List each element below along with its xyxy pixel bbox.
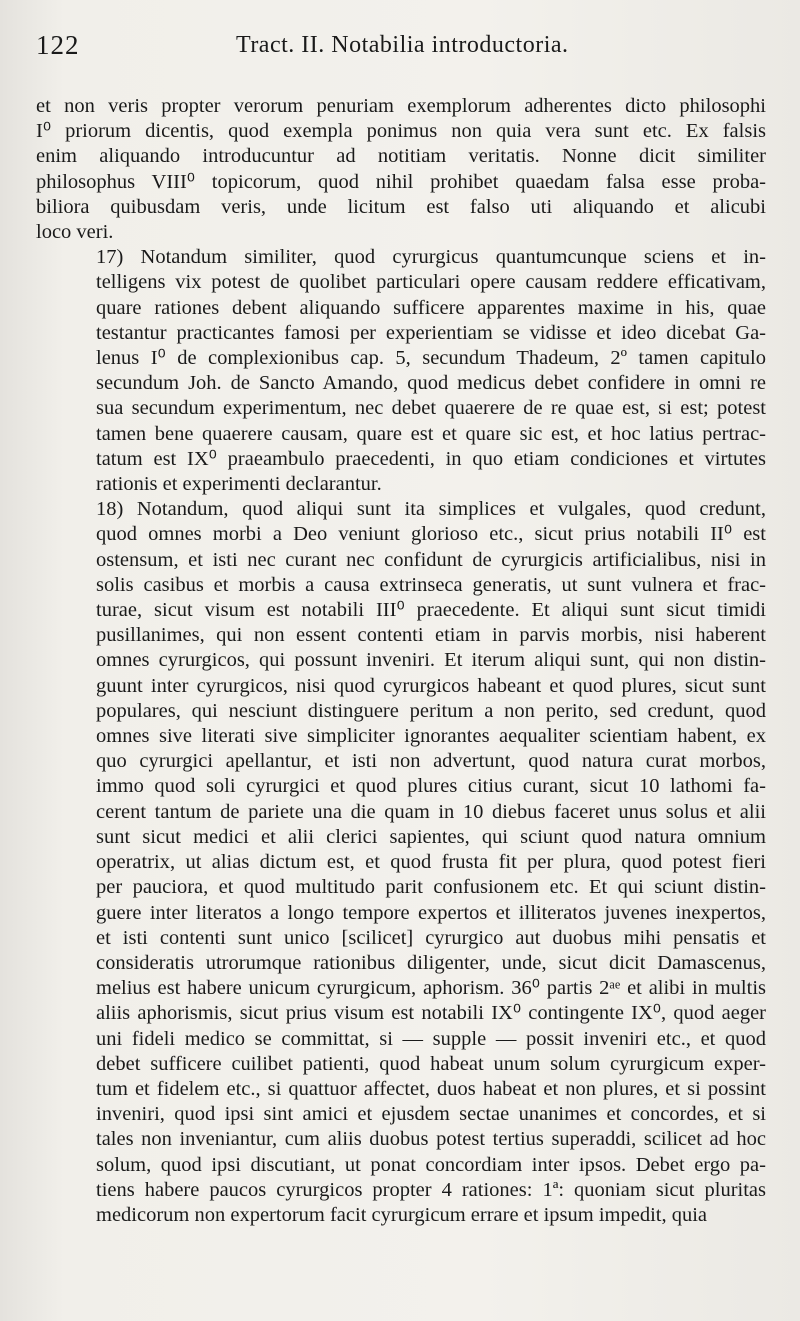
text-line: enim aliquando introducuntur ad notitiam veritatis. Nonne dicit similiter [36,145,766,168]
text-line: tum et fidelem etc., si quattuor affectet, duos habeat et non plures, et si possint [96,1077,766,1100]
text-line: quo cyrurgici apellantur, et isti non advertunt, quod natura curat morbos, [96,750,766,773]
text-line: et non veris propter verorum penuriam exemplorum adherentes dicto philosophi [36,95,766,117]
text-line: biliora quibusdam veris, unde licitum est falso uti aliquando et alicubi [36,195,766,218]
text-line: quod omnes morbi a Deo veniunt glorioso etc., sicut prius notabili II⁰ est [96,523,766,546]
text-line: guere inter literatos a longo tempore expertos et illiteratos juvenes inexpertos, [96,901,766,924]
text-line: cerent tantum de pariete una die quam in 10 diebus faceret unus solus et alii [96,800,766,823]
paragraph [36,94,766,245]
text-line: et isti contenti sunt unico [scilicet] cyrurgico aut duobus mihi pensatis et [96,926,766,949]
text-line: tales non inveniantur, cum aliis duobus potest tertius superaddi, scilicet ad hoc [96,1128,766,1151]
text-line: testantur practicantes famosi per experientiam se vidisse et ideo dicebat Ga- [96,321,766,344]
paragraph [36,497,766,1228]
body-text [36,94,766,1228]
running-title: Tract. II. Notabilia introductoria. [236,32,569,58]
text-line: debet sufficere cuilibet patienti, quod habeat unum solum cyrurgicum exper- [96,1052,766,1075]
text-line: loco veri. [36,221,114,244]
text-line: medicorum non expertorum facit cyrurgicum errare et ipsum impedit, quia [96,1203,708,1226]
text-line: tamen bene quaerere causam, quare est et quare sic est, et hoc latius pertrac- [96,422,766,445]
text-line: melius est habere unicum cyrurgicum, aphorism. 36⁰ partis 2ᵃᵉ et alibi in multis [96,977,766,1000]
text-line: inveniri, quod ipsi sint amici et ejusdem sectae unanimes et concordes, et si [96,1103,766,1126]
text-line: aliis aphorismis, sicut prius visum est notabili IX⁰ contingente IX⁰, quod aeger [96,1002,766,1025]
text-line: uni fideli medico se committat, si — supple — possit inveniri etc., et quod [96,1027,766,1050]
text-line: 17) Notandum similiter, quod cyrurgicus quantumcunque sciens et in- [96,246,766,269]
text-line: quare rationes debent aliquando sufficere apparentes maxime in his, quae [96,296,766,319]
text-line: per pauciora, et quod multitudo parit confusionem etc. Et qui sciunt distin- [96,876,766,899]
text-line: omnes cyrurgicos, qui possunt inveniri. Et iterum aliqui sunt, qui non distin- [96,649,766,672]
text-line: philosophus VIII⁰ topicorum, quod nihil prohibet quaedam falsa esse proba- [36,170,766,193]
text-line: sua secundum experimentum, nec debet quaerere de re quae est, si est; potest [96,397,766,420]
text-line: pusillanimes, qui non essent contenti etiam in parvis morbis, nisi haberent [96,624,766,647]
text-line: consideratis utrorumque rationibus diligenter, unde, sicut dicit Damascenus, [96,951,766,974]
text-line: ostensum, et isti nec curant nec confidunt de cyrurgicis artificialibus, nisi in [96,548,766,571]
text-line: telligens vix potest de quolibet particulari opere causam reddere efficativam, [96,271,766,294]
text-line: secundum Joh. de Sancto Amando, quod medicus debet confidere in omni re [96,372,766,395]
paragraph [36,245,766,497]
text-line: tiens habere paucos cyrurgicos propter 4 rationes: 1ª: quoniam sicut pluritas [96,1178,766,1201]
text-line: I⁰ priorum dicentis, quod exempla ponimus non quia vera sunt etc. Ex falsis [36,120,766,143]
page-number: 122 [36,30,80,60]
text-line: tatum est IX⁰ praeambulo praecedenti, in quo etiam condiciones et virtutes [96,447,766,470]
text-line: sunt sicut medici et alii clerici sapientes, qui sciunt quod natura omnium [96,825,766,848]
text-line: rationis et experimenti declarantur. [96,473,382,496]
text-line: solum, quod ipsi discutiant, ut ponat concordiam inter ipsos. Debet ergo pa- [96,1153,766,1176]
text-line: populares, qui nesciunt distinguere peritum a non perito, sed credunt, quod [96,699,766,722]
text-line: omnes sive literati sive simpliciter ignorantes aequaliter scientiam habent, ex [96,725,766,748]
text-line: lenus I⁰ de complexionibus cap. 5, secundum Thadeum, 2º tamen capitulo [96,347,766,370]
text-line: solis casibus et morbis a causa extrinseca generatis, ut sunt vulnera et frac- [96,573,766,596]
text-line: operatrix, ut alias dictum est, et quod frusta fit per plura, quod potest fieri [96,851,766,874]
text-line: immo quod soli cyrurgici et quod plures citius curant, sicut 10 lathomi fa- [96,775,766,798]
text-line: turae, sicut visum est notabili III⁰ praecedente. Et aliqui sunt sicut timidi [96,599,766,622]
text-line: 18) Notandum, quod aliqui sunt ita simplices et vulgales, quod credunt, [96,498,766,521]
page-header [36,30,766,64]
text-line: guunt inter cyrurgicos, nisi quod cyrurgicos habeant et quod plures, sicut sunt [96,674,766,697]
